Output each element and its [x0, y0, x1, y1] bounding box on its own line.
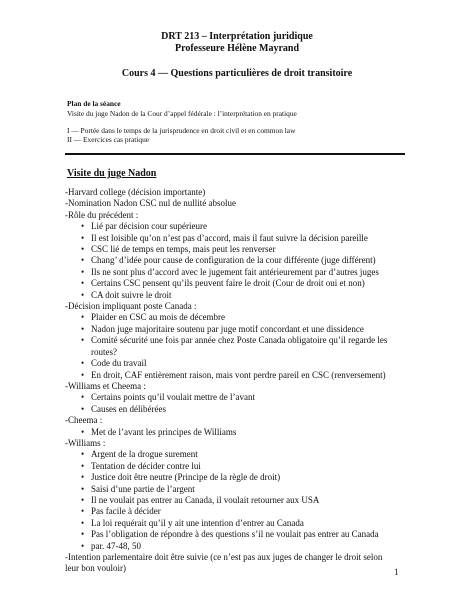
lecture-title: Cours 4 — Questions particulières de droit transitoire [121, 68, 353, 79]
bullet-icon: • [81, 244, 85, 255]
bullet-icon: • [81, 335, 85, 346]
bullet-item [65, 472, 410, 483]
bullet-item [65, 255, 410, 266]
bullet-icon: • [81, 540, 85, 551]
bullet-text: Il est loisible qu’on n’est pas d’accord, mais il faut suivre la décision pareille [91, 232, 368, 243]
bullet-item [65, 404, 410, 415]
bullet-icon: • [81, 232, 85, 243]
professor-name: Professeure Hélène Mayrand [174, 43, 300, 54]
bullet-icon: • [81, 266, 85, 277]
bullet-icon: • [81, 529, 85, 540]
bullet-text: En droit, CAF entièrement raison, mais vont perdre pareil en CSC (renversement) [91, 369, 386, 380]
bullet-item [65, 312, 410, 323]
bullet-item [65, 370, 410, 381]
note-line: leur bon vouloir) [65, 563, 126, 574]
plan-line: I — Portée dans le temps de la jurisprudence en droit civil et en common law [67, 126, 296, 135]
bullet-icon: • [81, 506, 85, 517]
bullet-icon: • [81, 483, 85, 494]
bullet-list [65, 449, 410, 552]
bullet-item [65, 529, 410, 540]
bullet-item [65, 278, 410, 289]
bullet-item [65, 427, 410, 438]
bullet-item [65, 495, 410, 506]
bullet-text: Certains points qu’il voulait mettre de l’avant [91, 392, 255, 403]
bullet-icon: • [81, 221, 85, 232]
bullet-text: Tentation de décider contre lui [91, 460, 201, 471]
note-heading: -Décision impliquant poste Canada : [65, 301, 197, 312]
bullet-text: Argent de la drogue surement [91, 449, 198, 460]
note-heading: -Williams : [65, 437, 106, 448]
section-title: Visite du juge Nadon [67, 168, 157, 179]
bullet-text: Pas l’obligation de répondre à des questions s’il ne voulait pas entrer au Canada [91, 529, 379, 540]
bullet-icon: • [81, 426, 85, 437]
note-line: -Nomination Nadon CSC nul de nullité absolue [65, 198, 236, 209]
bullet-text: Il ne voulait pas entrer au Canada, il voulait retourner aux USA [91, 494, 320, 505]
bullet-icon: • [81, 369, 85, 380]
bullet-item [65, 267, 410, 278]
bullet-text: Justice doit être neutre (Principe de la règle de droit) [91, 472, 281, 483]
note-line: -Harvard college (décision importante) [65, 187, 206, 197]
bullet-item [65, 335, 410, 358]
plan-line: Visite du juge Nadon de la Cour d’appel fédérale : l’interprétation en pratique [67, 109, 297, 118]
bullet-list [65, 392, 410, 415]
bullet-item [65, 541, 410, 552]
bullet-item [65, 324, 410, 335]
bullet-item [65, 484, 410, 495]
bullet-icon: • [81, 358, 85, 369]
bullet-icon: • [81, 289, 85, 300]
bullet-item [65, 290, 410, 301]
bullet-item [65, 358, 410, 369]
bullet-item [65, 244, 410, 255]
bullet-item [65, 506, 410, 517]
bullet-text: Code du travail [91, 358, 147, 369]
bullet-text: CA doit suivre le droit [91, 289, 172, 300]
bullet-list [65, 427, 410, 438]
bullet-item [65, 461, 410, 472]
bullet-text: Ils ne sont plus d’accord avec le jugement fait antérieurement par d’autres juges [91, 266, 379, 277]
bullet-text: Lié par décision cour supérieure [91, 221, 207, 232]
note-heading: -Cheema : [65, 415, 103, 426]
bullet-icon: • [81, 472, 85, 483]
bullet-icon: • [81, 312, 85, 323]
notes-body [65, 187, 410, 575]
note-heading: -Williams et Cheema : [65, 380, 146, 391]
bullet-icon: • [81, 278, 85, 289]
bullet-icon: • [81, 255, 85, 266]
course-title: DRT 213 – Interprétation juridique [161, 31, 313, 42]
note-line: -Intention parlementaire doit être suivie (ce n’est pas aux juges de changer le droit selon [65, 552, 383, 562]
bullet-list [65, 312, 410, 380]
bullet-icon: • [81, 494, 85, 505]
bullet-text: Comité sécurité une fois par année chez Poste Canada obligatoire qu’il regarde les routes? [91, 335, 388, 357]
bullet-icon: • [81, 403, 85, 414]
bullet-icon: • [81, 392, 85, 403]
bullet-item [65, 221, 410, 232]
bullet-icon: • [81, 449, 85, 460]
bullet-text: Nadon juge majoritaire soutenu par juge motif concordant et une dissidence [91, 323, 364, 334]
bullet-text: CSC lié de temps en temps, mais peut les renverser [91, 244, 276, 255]
plan-title: Plan de la séance [67, 99, 121, 108]
plan-line: II — Exercices cas pratique [67, 135, 150, 144]
page-number: 1 [394, 567, 399, 577]
bullet-text: Saisi d’une partie de l’argent [91, 483, 195, 494]
bullet-text: Chang’ d’idée pour cause de configuration de la cour différente (juge différent) [91, 255, 376, 266]
bullet-icon: • [81, 323, 85, 334]
bullet-item [65, 518, 410, 529]
bullet-icon: • [81, 517, 85, 528]
bullet-text: Plaider en CSC au mois de décembre [91, 312, 225, 323]
bullet-text: La loi requérait qu’il y ait une intention d’entrer au Canada [91, 517, 304, 528]
bullet-text: Met de l’avant les principes de Williams [91, 426, 237, 437]
bullet-text: par. 47-48, 50 [91, 540, 141, 551]
horizontal-rule [65, 153, 405, 155]
bullet-list [65, 221, 410, 301]
bullet-text: Causes en délibérées [91, 403, 166, 414]
bullet-item [65, 449, 410, 460]
bullet-text: Pas facile à décider [91, 506, 161, 517]
bullet-icon: • [81, 460, 85, 471]
note-heading: -Rôle du précédent : [65, 209, 139, 220]
bullet-item [65, 233, 410, 244]
bullet-item [65, 392, 410, 403]
bullet-text: Certains CSC pensent qu’ils peuvent faire le droit (Cour de droit oui et non) [91, 278, 365, 289]
